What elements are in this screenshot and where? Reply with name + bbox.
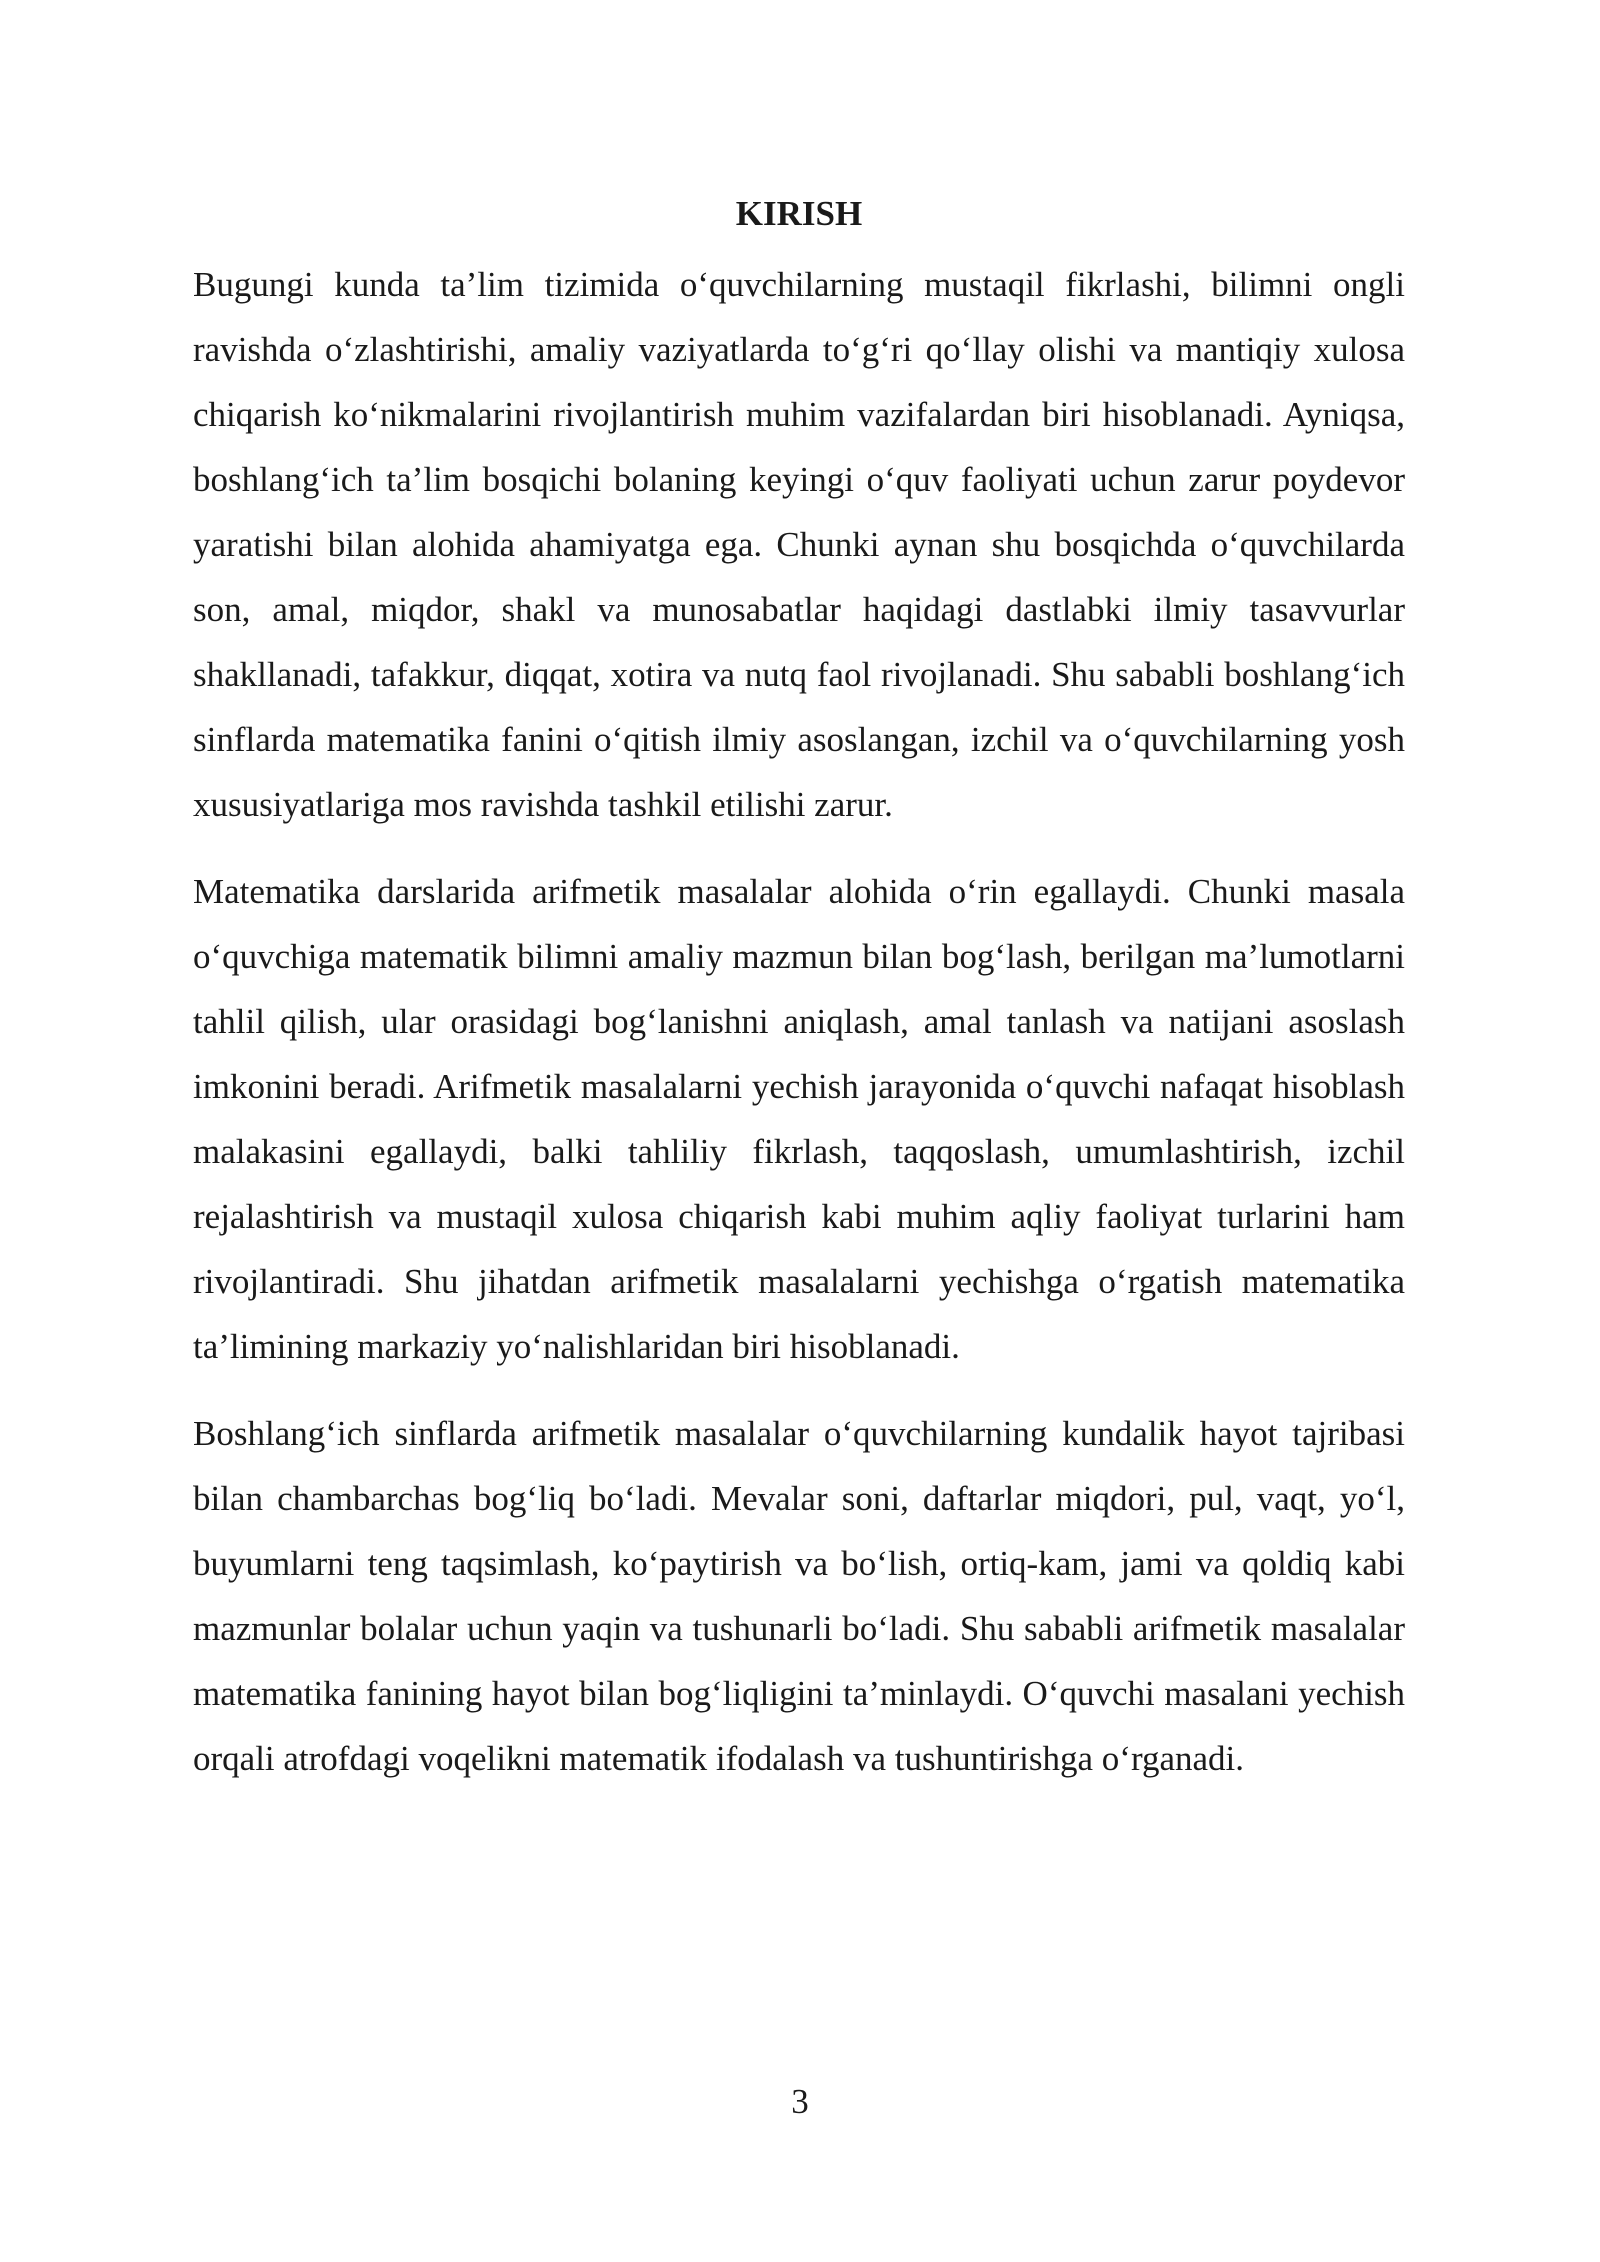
paragraph-3: Boshlang‘ich sinflarda arifmetik masalalar o‘quvchilarning kundalik hayot tajribasi bilan chambarchas bog‘liq bo‘ladi. Mevalar soni, daftarlar miqdori, pul, vaqt, yo‘l, buyumlarni teng taqsimlash, ko‘paytirish va bo‘lish, ortiq-kam, jami va qoldiq kabi mazmunlar bolalar uchun yaqin va tushunarli bo‘ladi. Shu sababli arifmetik masalalar matematika fanining hayot bilan bog‘liqligini ta’minlaydi. O‘quvchi masalani yechish orqali atrofdagi voqelikni matematik ifodalash va tushuntirishga o‘rganadi. [193, 1414, 1405, 1778]
section-heading: KIRISH [735, 194, 863, 233]
paragraph-1: Bugungi kunda ta’lim tizimida o‘quvchilarning mustaqil fikrlashi, bilimni ongli ravishda o‘zlashtirishi, amaliy vaziyatlarda to‘g‘ri qo‘llay olishi va mantiqiy xulosa chiqarish ko‘nikmalarini rivojlantirish muhim vazifalardan biri hisoblanadi. Ayniqsa, boshlang‘ich ta’lim bosqichi bolaning keyingi o‘quv faoliyati uchun zarur poydevor yaratishi bilan alohida ahamiyatga ega. Chunki aynan shu bosqichda o‘quvchilarda son, amal, miqdor, shakl va munosabatlar haqidagi dastlabki ilmiy tasavvurlar shakllanadi, tafakkur, diqqat, xotira va nutq faol rivojlanadi. Shu sababli boshlang‘ich sinflarda matematika fanini o‘qitish ilmiy asoslangan, izchil va o‘quvchilarning yosh xususiyatlariga mos ravishda tashkil etilishi zarur. [193, 265, 1405, 824]
paragraph-2: Matematika darslarida arifmetik masalalar alohida o‘rin egallaydi. Chunki masala o‘quvchiga matematik bilimni amaliy mazmun bilan bog‘lash, berilgan ma’lumotlarni tahlil qilish, ular orasidagi bog‘lanishni aniqlash, amal tanlash va natijani asoslash imkonini beradi. Arifmetik masalalarni yechish jarayonida o‘quvchi nafaqat hisoblash malakasini egallaydi, balki tahliliy fikrlash, taqqoslash, umumlashtirish, izchil rejalashtirish va mustaqil xulosa chiqarish kabi muhim aqliy faoliyat turlarini ham rivojlantiradi. Shu jihatdan arifmetik masalalarni yechishga o‘rgatish matematika ta’limining markaziy yo‘nalishlaridan biri hisoblanadi. [193, 872, 1405, 1366]
page-content [193, 190, 1405, 1813]
page-number: 3 [791, 2082, 809, 2121]
